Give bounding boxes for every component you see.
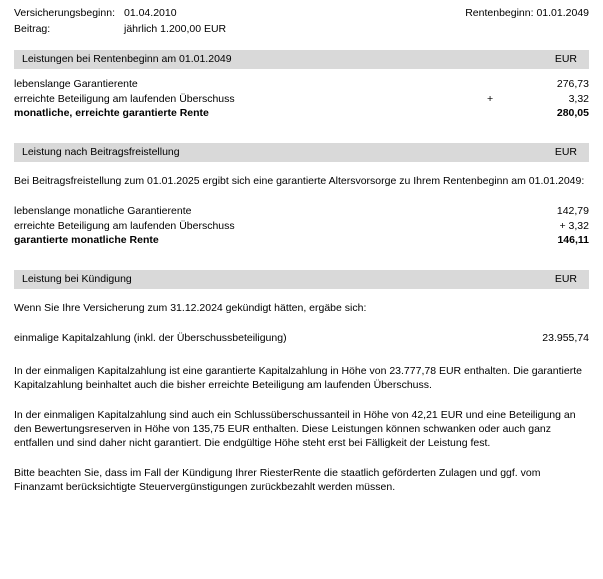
section1-title: Leistungen bei Rentenbeginn am 01.01.2049 <box>22 53 232 65</box>
contribution-label: Beitrag: <box>14 23 51 35</box>
amount-row-total <box>14 106 589 121</box>
section-header-contribution-exemption <box>14 143 589 162</box>
guaranteed-pension-label: lebenslange Garantierente <box>14 78 138 90</box>
section2-unit: EUR <box>554 145 577 158</box>
single-capital-payment-value: 23.955,74 <box>542 332 589 344</box>
summary-row <box>14 22 589 37</box>
section2-amounts <box>14 188 589 248</box>
surplus-share-2-value: + 3,32 <box>559 219 589 232</box>
section-header-pension-start <box>14 50 589 69</box>
section2-title: Leistung nach Beitragsfreistellung <box>22 145 180 158</box>
section3-amounts <box>14 315 589 346</box>
section3-paragraph-3: Bitte beachten Sie, dass im Fall der Kündigung Ihrer RiesterRente die staatlich geförderten Zulagen und ggf. vom Finanzamt berücksichtigte Steuervergünstigungen zurückbezahlt werden müssen. <box>14 466 541 493</box>
section3-intro: Wenn Sie Ihre Versicherung zum 31.12.2024 gekündigt hätten, ergäbe sich: <box>14 301 367 314</box>
summary-row <box>14 6 589 21</box>
section1-unit: EUR <box>554 53 577 65</box>
guaranteed-monthly-pension-value: 146,11 <box>557 234 589 246</box>
surplus-share-value: 3,32 <box>568 92 589 105</box>
pension-start-value: Rentenbeginn: 01.01.2049 <box>465 7 589 19</box>
section3-paragraph-2: In der einmaligen Kapitalzahlung sind auch ein Schlussüberschussanteil in Höhe von 42,21 EUR und eine Beteiligung an den Bewertungsreserven in Höhe von 135,75 EUR enthalten. Diese Leistungen können schwanken oder auch ganz entfallen und sind daher nicht garantiert. Die endgültige Höhe steht erst bei Fälligkeit der Leistung fest. <box>14 408 576 449</box>
amount-row <box>14 92 589 107</box>
monthly-guaranteed-pension-value: 280,05 <box>556 107 589 119</box>
surplus-share-2-label: erreichte Beteiligung am laufenden Überschuss <box>14 219 235 232</box>
section3-paragraph-1: In der einmaligen Kapitalzahlung ist eine garantierte Kapitalzahlung in Höhe von 23.777,78 EUR enthalten. Die garantierte Kapitalzahlung beinhaltet auch die bisher erreichte Beteiligung am laufenden Überschuss. <box>14 364 582 391</box>
monthly-guaranteed-pension-label: monatliche, erreichte garantierte Rente <box>14 107 209 119</box>
amount-row <box>14 331 589 346</box>
single-capital-payment-label: einmalige Kapitalzahlung (inkl. der Überschussbeteiligung) <box>14 332 287 344</box>
guaranteed-monthly-pension-label: garantierte monatliche Rente <box>14 234 159 246</box>
lifelong-monthly-guaranteed-pension-value: 142,79 <box>556 205 589 217</box>
policy-summary <box>0 0 603 37</box>
amount-row <box>14 204 589 219</box>
section-header-cancellation <box>14 270 589 289</box>
section1-amounts <box>14 69 589 121</box>
section3-unit: EUR <box>554 272 577 285</box>
contribution-value: jährlich 1.200,00 EUR <box>124 23 227 35</box>
surplus-share-label: erreichte Beteiligung am laufenden Überschuss <box>14 92 235 105</box>
insurance-start-value: 01.04.2010 <box>124 7 177 19</box>
amount-row <box>14 77 589 92</box>
amount-row-total <box>14 233 589 248</box>
amount-row <box>14 219 589 234</box>
guaranteed-pension-value: 276,73 <box>556 78 589 90</box>
surplus-share-sign: + <box>487 92 494 105</box>
section2-intro: Bei Beitragsfreistellung zum 01.01.2025 ergibt sich eine garantierte Altersvorsorge zu Ihrem Rentenbeginn am 01.01.2049: <box>14 174 585 187</box>
section3-title: Leistung bei Kündigung <box>22 272 132 285</box>
lifelong-monthly-guaranteed-pension-label: lebenslange monatliche Garantierente <box>14 205 192 217</box>
insurance-start-label: Versicherungsbeginn: <box>14 7 115 19</box>
